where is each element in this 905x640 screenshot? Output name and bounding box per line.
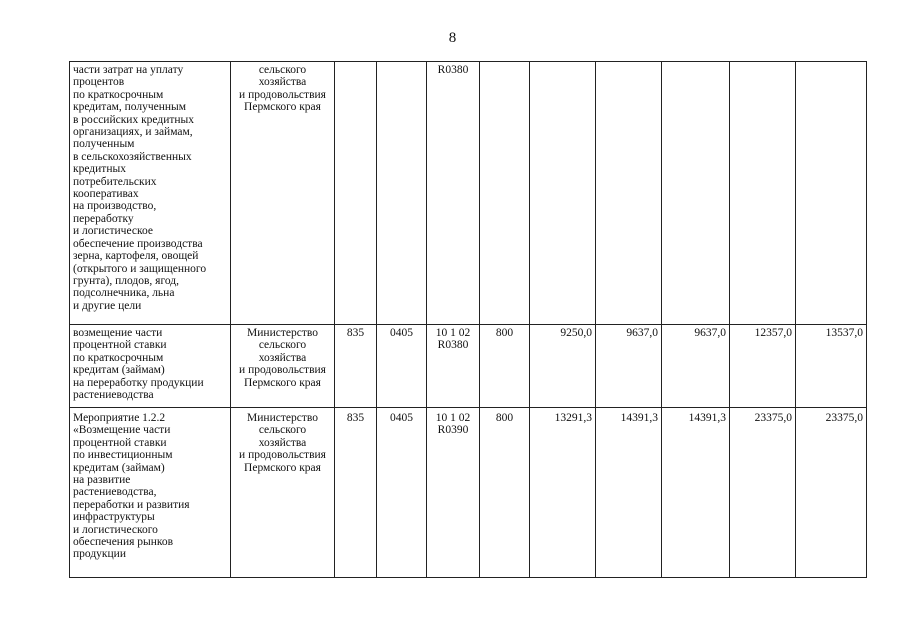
description-cell-line: в сельскохозяйственных [73,150,192,163]
description-cell-line: кредитам, полученным [73,101,187,114]
expense-type-cell: 800 [480,325,530,408]
description-cell-line: кредитам (займам) [73,364,165,377]
description-cell-line: переработки и развития [73,498,190,511]
expense-type-cell: 800 [480,408,530,578]
description-cell-line: по инвестиционным [73,449,173,462]
target-article-cell-line: 10 1 02 [435,412,471,424]
executor-cell [231,325,335,408]
description-cell-line: растениеводства, [73,486,157,499]
description-cell [70,325,231,408]
section-code-cell: 0405 [377,408,427,578]
description-cell-line: грунта), плодов, ягод, [73,274,180,287]
executor-cell [231,408,335,578]
executor-cell-line: сельского [258,424,307,437]
description-cell-line: Мероприятие 1.2.2 [73,412,166,424]
amount-cell: 23375,0 [796,408,867,578]
target-article-cell [427,325,480,408]
amount-cell: 9637,0 [596,325,662,408]
executor-cell-line: хозяйства [258,76,307,89]
description-cell-line: кооперативах [73,188,139,201]
target-article-cell-line: R0390 [437,424,469,437]
description-cell-line: по краткосрочным [73,351,164,364]
amount-cell: 23375,0 [730,408,796,578]
target-article-cell-line: R0380 [437,339,469,352]
executor-cell-line: хозяйства [258,351,307,364]
executor-cell-line: и продовольствия [239,88,326,101]
description-cell-line: обеспечение производства [73,237,203,250]
executor-cell-line: и продовольствия [239,449,326,462]
description-cell-line: подсолнечника, льна [73,287,175,300]
amount-cell: 14391,3 [596,408,662,578]
amount-cell: 13291,3 [530,408,596,578]
executor-cell-line: Пермского края [244,461,321,474]
description-cell-line: процентов [73,76,125,89]
amount-cell: 14391,3 [662,408,730,578]
table-body [70,62,867,578]
amount-cell: 12357,0 [730,325,796,408]
executor-cell-line: сельского [258,339,307,352]
description-cell-line: по краткосрочным [73,88,164,101]
target-article-cell [427,408,480,578]
budget-table [69,61,867,578]
section-code-cell: 0405 [377,325,427,408]
description-cell-line: потребительских [73,175,157,188]
amount-cell [530,62,596,325]
target-article-cell [427,62,480,325]
amount-cell: 9250,0 [530,325,596,408]
description-cell-line: инфраструктуры [73,511,155,524]
table-row [70,325,867,408]
executor-cell [231,62,335,325]
executor-cell-line: Пермского края [244,101,321,114]
executor-cell-line: сельского [258,64,307,76]
page-number: 8 [448,30,457,46]
description-cell-line: продукции [73,548,126,561]
description-cell-line: полученным [73,138,135,151]
table-row [70,408,867,578]
table-row [70,62,867,325]
amount-cell [730,62,796,325]
grbs-code-cell [335,62,377,325]
grbs-code-cell: 835 [335,408,377,578]
description-cell-line: кредитных [73,163,126,176]
description-cell-line: «Возмещение части [73,424,171,437]
executor-cell-line: Министерство [247,327,318,339]
amount-cell [796,62,867,325]
amount-cell [662,62,730,325]
description-cell-line: процентной ставки [73,436,167,449]
description-cell-line: процентной ставки [73,339,167,352]
executor-cell-line: хозяйства [258,436,307,449]
description-cell-line: на производство, [73,200,157,213]
description-cell-line: и логистическое [73,225,153,238]
amount-cell [596,62,662,325]
amount-cell: 13537,0 [796,325,867,408]
description-cell-line: организациях, и займам, [73,126,193,139]
description-cell [70,408,231,578]
target-article-cell-line: R0380 [437,64,469,76]
description-cell-line: части затрат на уплату [73,64,184,76]
description-cell-line: переработку [73,212,134,225]
expense-type-cell [480,62,530,325]
executor-cell-line: и продовольствия [239,364,326,377]
description-cell-line: растениеводства [73,389,154,402]
executor-cell-line: Министерство [247,412,318,424]
description-cell-line: кредитам (займам) [73,461,165,474]
grbs-code-cell: 835 [335,325,377,408]
description-cell-line: в российских кредитных [73,113,195,126]
target-article-cell-line: 10 1 02 [435,327,471,339]
executor-cell-line: Пермского края [244,376,321,389]
description-cell-line: зерна, картофеля, овощей [73,250,199,263]
description-cell-line: возмещение части [73,327,163,339]
description-cell-line: и логистического [73,523,158,536]
description-cell-line: (открытого и защищенного [73,262,207,275]
description-cell [70,62,231,325]
section-code-cell [377,62,427,325]
description-cell-line: и другие цели [73,299,142,312]
description-cell-line: на развитие [73,474,131,487]
description-cell-line: на переработку продукции [73,376,204,389]
description-cell-line: обеспечения рынков [73,536,174,549]
amount-cell: 9637,0 [662,325,730,408]
